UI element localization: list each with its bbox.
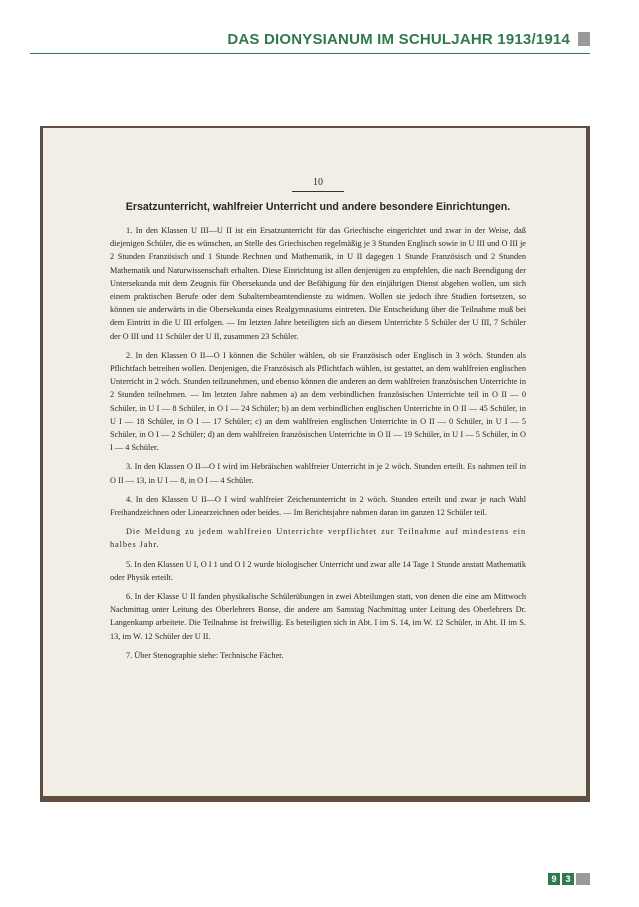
paragraph-3: 3. In den Klassen O II—O I wird im Hebräischen wahlfreier Unterricht in je 2 wöch. Stunden erteilt. Es nahmen teil in O II — 13, in U I — 8, in O I — 4 Schüler.	[110, 462, 526, 485]
page-number-rule	[292, 191, 344, 192]
header-rule	[30, 53, 590, 54]
header-title: DAS DIONYSIANUM IM SCHULJAHR 1913/1914	[227, 30, 570, 48]
paragraph-4: 4. In den Klassen U II—O I wird wahlfreier Zeichenunterricht in 2 wöch. Stunden erteilt und zwar je nach Wahl Freihandzeichnen oder Linearzeichnen oder beides. — Im Berichtsjahre nahmen daran im ganzen 12 Schüler teil.	[110, 494, 526, 518]
page-digit-3: 3	[562, 873, 574, 885]
paragraph-6: 6. In der Klasse U II fanden physikalische Schülerübungen in zwei Abteilungen statt, von denen die eine am Mittwoch Nachmittag unter Leitung des Oberlehrers Bonse, die andere am Samstag Nachmittag unter Leitung des Oberlehrers Dr. Langenkamp arbeitete. Die Teilnahme ist freiwillig. Es beteiligten sich in Abt. I im S. 14, im W. 12 Schüler, in Abt. II im S. 13, im W. 12 Schüler der U II.	[110, 592, 526, 641]
page-number-footer	[548, 873, 590, 885]
running-header	[30, 28, 590, 50]
paragraph-7: 7. Über Stenographie siehe: Technische Fächer.	[126, 650, 284, 660]
footer-square-decoration	[576, 873, 590, 885]
scan-page-number: 10	[313, 177, 323, 188]
scanned-page-text	[110, 177, 526, 668]
header-square-decoration	[578, 32, 590, 46]
page-digit-9: 9	[548, 873, 560, 885]
paragraph-note: Die Meldung zu jedem wahlfreien Unterrichte verpflichtet zur Teilnahme auf mindestens ein halbes Jahr.	[110, 527, 526, 550]
paragraph-5: 5. In den Klassen U I, O I 1 und O I 2 wurde biologischer Unterricht und zwar alle 14 Tage 1 Stunde anstatt Mathematik oder Physik erteilt.	[110, 559, 526, 582]
paragraph-1: 1. In den Klassen U III—U II ist ein Ersatzunterricht für das Griechische eingerichtet und zwar in der Weise, daß diejenigen Schüler, die es wünschen, an Stelle des Griechischen regelmäßig je 3 Stunden Englisch sowie in U III und O III je 2 Stunden Französisch und 1 Stunde Rechnen und Mathematik, in U II dagegen 1 Stunde Französisch und 2 Stunden Mathematik und Naturwissenschaft erhalten. Diese Einrichtung ist allen denjenigen zu empfehlen, die nach Beendigung der Untersekunda mit dem Zeugnis für Obersekunda und der Befähigung für den einjährigen Dienst abgehen wollen, um sich einem praktischen Berufe oder dem Subalternbeamtendienste zu widmen. Wollen sie jedoch ihre Studien fortsetzen, so können sie anderwärts in die Obersekunda eines Realgymnasiums eintreten. Die Entscheidung über die Teilnahme muß bei dem Eintritt in die U III erfolgen. — Im letzten Jahre beteiligten sich an diesem Unterrichte 5 Schüler der U III, 7 Schüler der O III und 11 Schüler der U II, zusammen 23 Schüler.	[110, 226, 526, 341]
section-heading: Ersatzunterricht, wahlfreier Unterricht und andere besondere Einrichtungen.	[125, 201, 511, 213]
paragraph-2: 2. In den Klassen O II—O I können die Schüler wählen, ob sie Französisch oder Englisch in 3 wöch. Stunden als Pflichtfach betreiben wollen. Denjenigen, die Französisch als Pflichtfach wählen, ist gestattet, an dem wahlfreien englischen Unterricht in 2 wöch. Stunden teilzunehmen, und ebenso können die anderen an dem wahlfreien französischen Unterrichte in 2 Stunden teilnehmen. — Im letzten Jahre nahmen a) an dem verbindlichen französischen Unterrichte teil in O II — 0 Schüler, in U I — 8 Schüler, in O I — 24 Schüler; b) an dem verbindlichen englischen Unterrichte in O II — 45 Schüler, in U I — 18 Schüler, in O I — 17 Schüler; c) an dem wahlfreien englischen Unterrichte in O II — 0 Schüler, in U I — 5 Schüler, in O I — 2 Schüler; d) an dem wahlfreien französischen Unterrichte in O II — 19 Schüler, in U I — 5 Schüler, in O I — 4 Schüler.	[110, 350, 526, 453]
